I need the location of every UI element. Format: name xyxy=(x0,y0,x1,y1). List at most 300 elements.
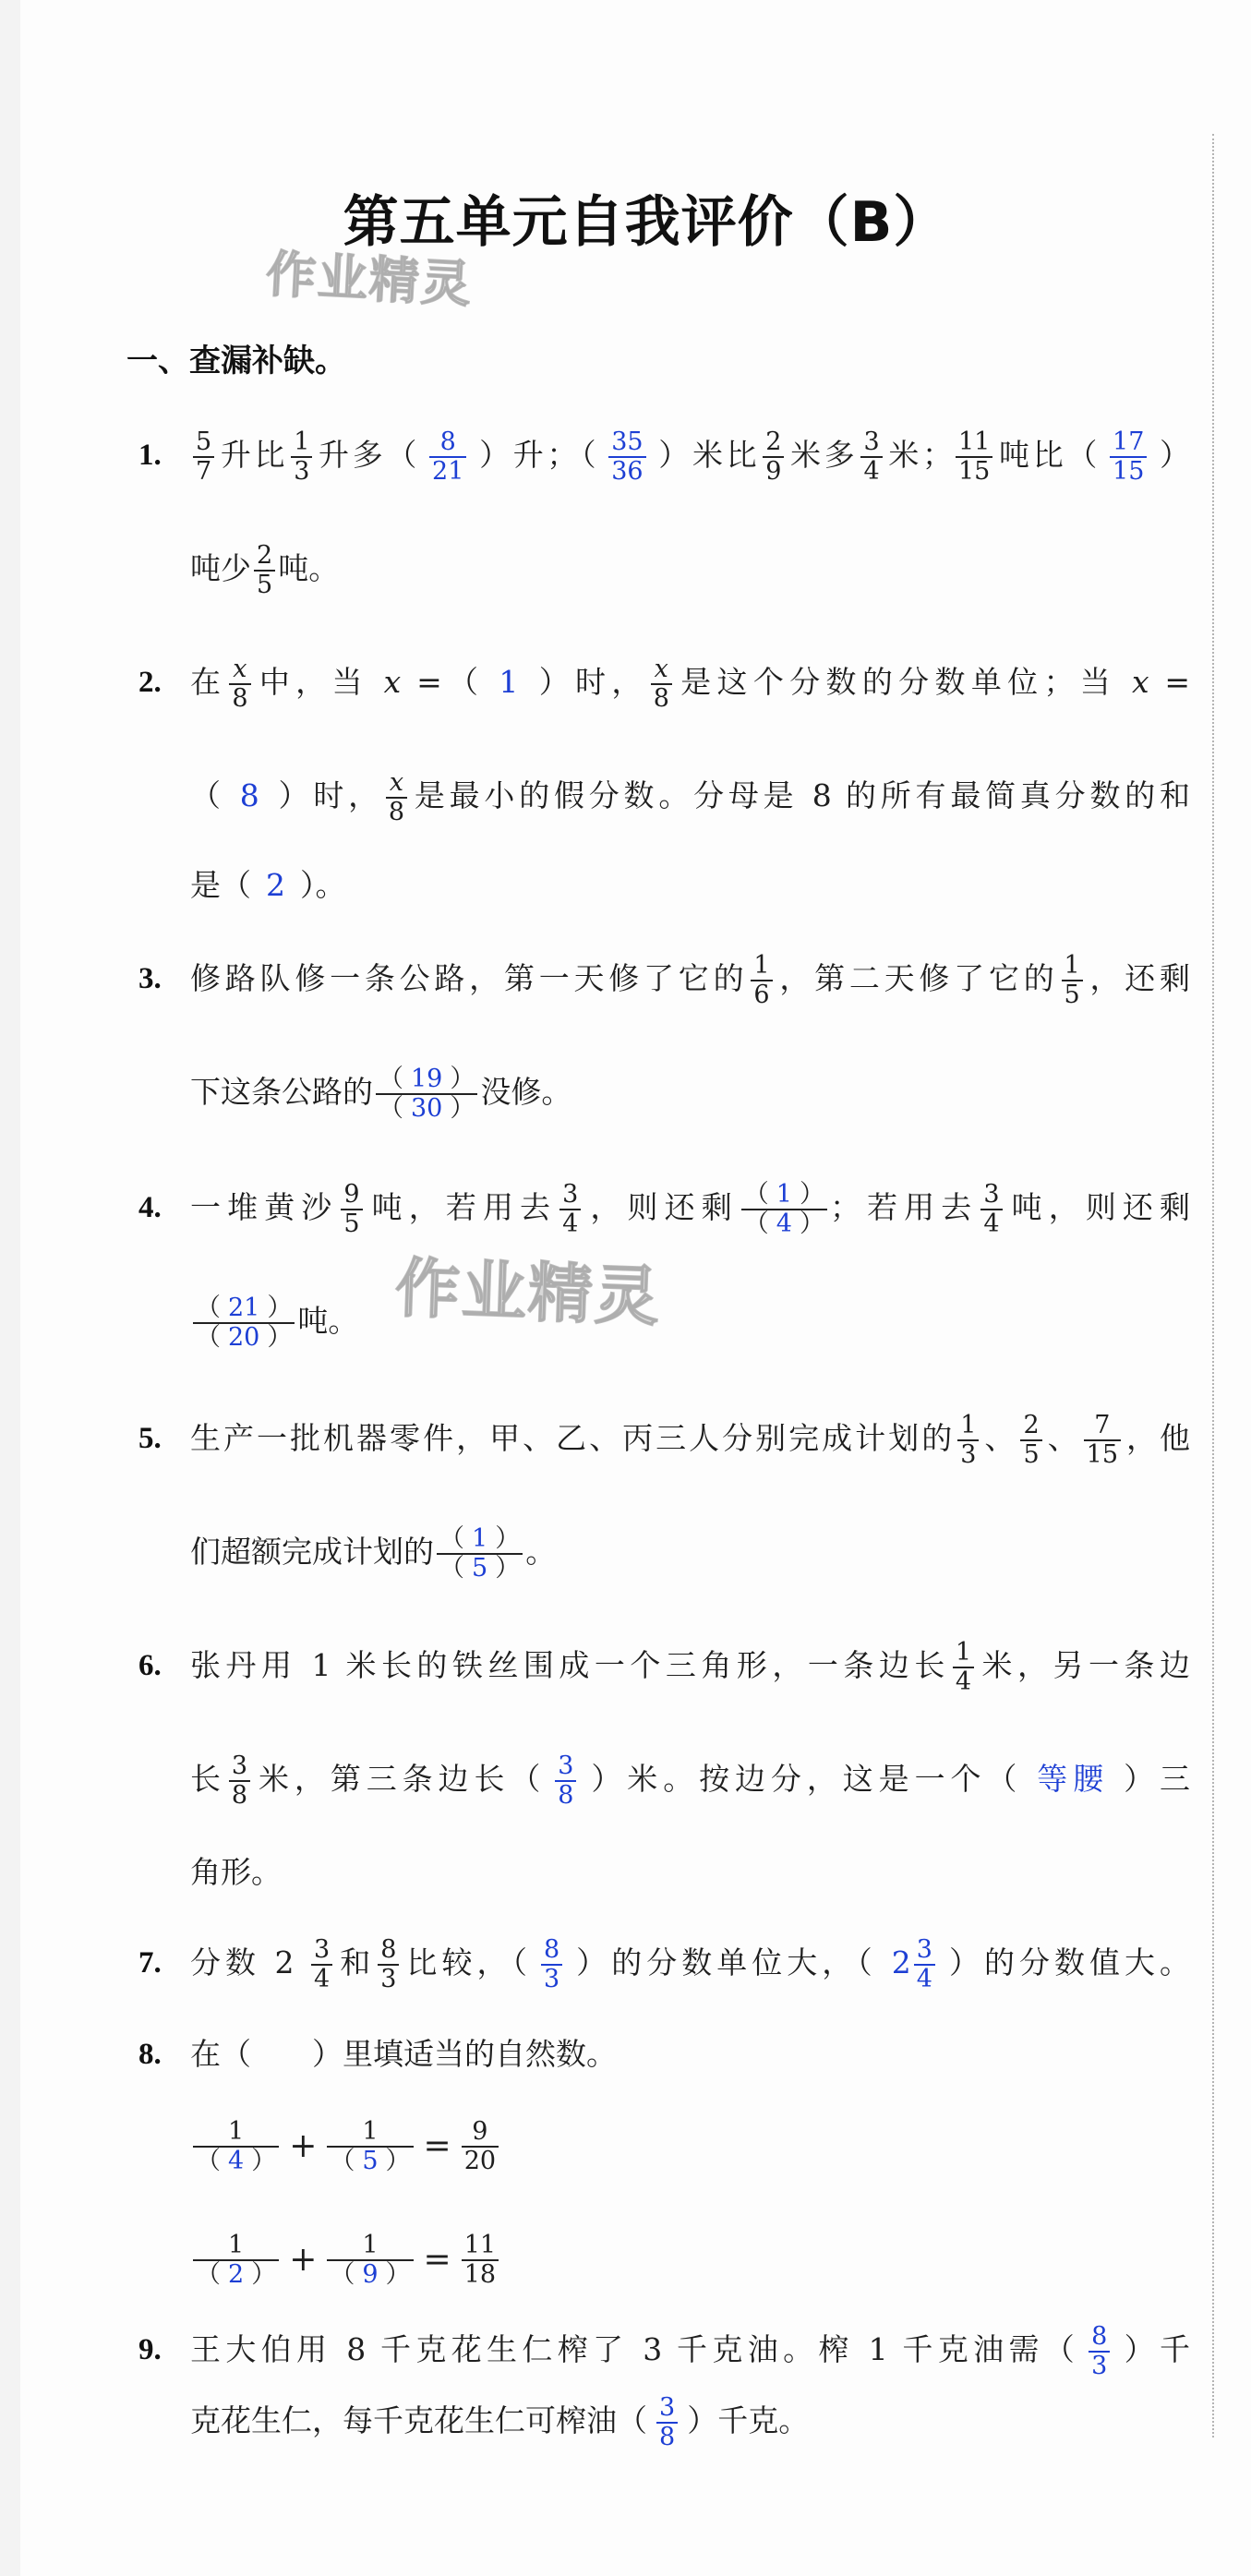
answer-text: 2 xyxy=(228,2260,245,2289)
numerator-text: 7 xyxy=(1094,1411,1111,1439)
answer-text: 3 xyxy=(558,1751,574,1780)
fraction-numerator xyxy=(359,2118,380,2146)
question-text: ，则还剩 xyxy=(583,1189,739,1225)
numerator-text: 1 xyxy=(960,1411,977,1439)
fraction-numerator xyxy=(957,1412,979,1439)
answer-fraction xyxy=(429,428,466,486)
watermark: 作业精灵 xyxy=(393,1249,663,1336)
question-number: 5. xyxy=(138,1422,162,1455)
denominator-text: ） xyxy=(495,1554,521,1583)
answer-text: 3 xyxy=(543,1965,560,1993)
denominator-text: （ xyxy=(330,2260,355,2289)
fraction-numerator xyxy=(438,428,459,456)
numerator-text: 9 xyxy=(472,2117,488,2146)
question-text: ）的分数单位大，（ xyxy=(571,1944,877,1980)
answer-text: 17 xyxy=(1113,427,1145,456)
fraction-numerator xyxy=(359,2232,380,2259)
numerator-text: 1 xyxy=(362,2117,379,2146)
answer-text: 3 xyxy=(659,2393,676,2422)
math-operator: + xyxy=(289,2127,318,2165)
question-text: 和 xyxy=(335,1944,376,1980)
answer-text: 15 xyxy=(1113,457,1145,486)
question-text: 是这个分数的分数单位；当 xyxy=(674,664,1132,700)
fraction-numerator xyxy=(652,656,671,683)
blank-fraction xyxy=(376,1065,477,1123)
numerator-text: 3 xyxy=(983,1180,1000,1209)
numerator-text: ） xyxy=(799,1180,824,1209)
question-text: 修路队修一条公路，第一天修了它的 xyxy=(190,960,749,996)
numerator-text: ） xyxy=(450,1065,475,1093)
numerator-text: （ xyxy=(196,1294,221,1322)
numerator-text: 2 xyxy=(765,427,782,456)
question-number: 9. xyxy=(138,2333,162,2366)
numerator-text: 1 xyxy=(228,2117,245,2146)
answer-fraction xyxy=(656,2394,678,2451)
answer-text: 9 xyxy=(362,2260,379,2289)
denominator-text: （ xyxy=(379,1094,403,1123)
answer-text: 8 xyxy=(239,777,259,813)
fraction-numerator xyxy=(559,1181,581,1209)
fraction-denominator xyxy=(541,1966,562,1993)
question-text: ）三 xyxy=(1124,1761,1191,1797)
denominator-text: （ xyxy=(330,2147,355,2175)
numerator-text: 2 xyxy=(1023,1411,1040,1439)
answer-text: 1 xyxy=(472,1524,488,1553)
question-text: 王大伯用 8 千克花生仁榨了 3 千克油。榨 1 千克油需（ xyxy=(190,2331,1080,2367)
fraction xyxy=(311,1936,332,1993)
denominator-text: 4 xyxy=(314,1965,331,1993)
fraction-numerator xyxy=(341,1181,362,1209)
variable-x: x xyxy=(383,664,402,700)
fraction xyxy=(229,1752,250,1810)
fraction-numerator xyxy=(956,428,992,456)
fraction-numerator xyxy=(193,428,214,456)
answer-text: 3 xyxy=(1091,2352,1108,2380)
fraction-denominator xyxy=(1020,1441,1041,1469)
question-number: 1. xyxy=(138,439,162,472)
blank-fraction xyxy=(193,1294,295,1352)
answer-text: 21 xyxy=(228,1294,260,1322)
answer-fraction xyxy=(1089,2323,1110,2380)
answer-fraction xyxy=(555,1752,576,1810)
question-text: 、 xyxy=(981,1420,1018,1456)
question-line xyxy=(190,1917,1190,2009)
denominator-text: 4 xyxy=(863,457,880,486)
denominator-text: 6 xyxy=(753,981,770,1009)
question-line xyxy=(190,409,1190,501)
numerator-text: 1 xyxy=(362,2231,379,2259)
fraction-numerator xyxy=(254,542,275,570)
fraction-numerator xyxy=(225,2232,247,2259)
fraction xyxy=(1020,1412,1041,1469)
numerator-text: 3 xyxy=(314,1935,331,1964)
question-text: 是（ xyxy=(190,867,251,903)
question-text: 中，当 xyxy=(253,664,384,700)
answer-text: 8 xyxy=(543,1935,560,1964)
denominator-text: 15 xyxy=(958,457,991,486)
answer-text: 30 xyxy=(411,1094,443,1123)
fraction-numerator xyxy=(193,1294,295,1322)
answer-text: 4 xyxy=(776,1210,792,1238)
denominator-text: ） xyxy=(267,1323,293,1352)
question-line xyxy=(190,1826,1190,1919)
fraction-numerator xyxy=(462,2232,499,2259)
blank-fraction xyxy=(193,2118,279,2175)
question-text: 米多 xyxy=(787,437,859,473)
fraction xyxy=(462,2232,499,2289)
question-text: ，第二天修了它的 xyxy=(775,960,1059,996)
denominator-text: 3 xyxy=(380,1965,397,1993)
question-text: ）升；（ xyxy=(475,437,600,473)
numerator-text: ） xyxy=(495,1524,521,1553)
question-line xyxy=(190,1506,1190,1598)
answer-text: 5 xyxy=(362,2147,379,2175)
fraction-denominator xyxy=(229,685,250,713)
question-text: = xyxy=(1149,664,1191,700)
question-text: 克花生仁，每千克花生仁可榨油（ xyxy=(190,2402,647,2438)
variable-x: x xyxy=(654,655,668,683)
question-text: ）。 xyxy=(300,867,346,903)
fraction-denominator xyxy=(651,685,672,713)
fraction xyxy=(341,1181,362,1238)
fraction-numerator xyxy=(860,428,882,456)
denominator-text: 15 xyxy=(1086,1440,1119,1469)
fraction-numerator xyxy=(953,1639,974,1667)
answer-text: 8 xyxy=(659,2423,676,2451)
blank-fraction xyxy=(327,2118,413,2175)
question-number: 4. xyxy=(138,1191,162,1224)
fraction-numerator xyxy=(376,1065,477,1093)
denominator-text: 8 xyxy=(388,798,405,826)
question-text: ，他 xyxy=(1124,1420,1191,1456)
denominator-text: （ xyxy=(439,1554,464,1583)
fraction xyxy=(980,1181,1002,1238)
numerator-text: 11 xyxy=(463,2231,497,2259)
fraction xyxy=(763,428,784,486)
fraction-numerator xyxy=(541,1936,562,1964)
answer-text: 4 xyxy=(916,1965,932,1993)
fraction-denominator xyxy=(429,458,466,486)
question-text: 在（ ）里填适当的自然数。 xyxy=(190,2036,617,2072)
numerator-text: 8 xyxy=(380,1935,397,1964)
denominator-text: （ xyxy=(196,1323,221,1352)
fraction-denominator xyxy=(914,1966,935,1993)
question-text: 。 xyxy=(525,1534,557,1570)
blank-fraction xyxy=(741,1181,827,1238)
denominator-text: 8 xyxy=(232,684,248,713)
numerator-text: 1 xyxy=(1064,951,1080,980)
fraction-denominator xyxy=(1062,981,1083,1009)
fraction-numerator xyxy=(1020,1412,1041,1439)
fraction xyxy=(957,1412,979,1469)
denominator-text: 4 xyxy=(983,1210,1000,1238)
question-text: ）千 xyxy=(1119,2331,1190,2367)
fraction-denominator xyxy=(763,458,784,486)
blank-fraction xyxy=(327,2232,413,2289)
fraction-denominator xyxy=(193,2261,279,2289)
fraction-denominator xyxy=(462,2261,499,2289)
question-text: 、 xyxy=(1044,1420,1081,1456)
question-line xyxy=(190,1162,1190,1254)
fraction-denominator xyxy=(229,1782,250,1810)
numerator-text: 5 xyxy=(196,427,212,456)
question-text: （ xyxy=(190,777,225,813)
fraction-numerator xyxy=(378,1936,399,1964)
question-text: 吨少 xyxy=(190,550,251,586)
question-text: 们超额完成计划的 xyxy=(190,1534,434,1570)
fraction-numerator xyxy=(980,1181,1002,1209)
question-text: ）米。按边分，这是一个（ xyxy=(585,1761,1023,1797)
question-text: 一堆黄沙 xyxy=(190,1189,339,1225)
fraction-denominator xyxy=(1084,1441,1121,1469)
margin-dotted-line xyxy=(1212,134,1214,2438)
question-line xyxy=(190,750,1190,842)
question-text: 吨，若用去 xyxy=(365,1189,558,1225)
fraction xyxy=(378,1936,399,1993)
fraction-denominator xyxy=(378,1966,399,1993)
numerator-text: 3 xyxy=(231,1751,248,1780)
denominator-text: 3 xyxy=(294,457,310,486)
denominator-text: ） xyxy=(799,1210,824,1238)
fraction-numerator xyxy=(437,1525,523,1553)
question-number: 8. xyxy=(138,2038,162,2071)
answer-text: 1 xyxy=(499,664,519,700)
numerator-text: 9 xyxy=(343,1180,360,1209)
question-line xyxy=(190,839,1190,932)
question-text: 没修。 xyxy=(480,1074,572,1110)
fraction xyxy=(953,1639,974,1696)
question-text: 在 xyxy=(190,664,227,700)
fraction xyxy=(1084,1412,1121,1469)
numerator-text: 1 xyxy=(753,951,770,980)
denominator-text: （ xyxy=(196,2260,221,2289)
fraction-denominator xyxy=(376,1095,477,1123)
answer-text: 3 xyxy=(916,1935,932,1964)
numerator-text: （ xyxy=(743,1180,769,1209)
numerator-text: 1 xyxy=(955,1638,972,1667)
question-text: 张丹用 1 米长的铁丝围成一个三角形，一条边长 xyxy=(190,1647,950,1683)
fraction xyxy=(193,428,214,486)
fraction xyxy=(462,2118,499,2175)
fraction-numerator xyxy=(311,1936,332,1964)
fraction-denominator xyxy=(341,1210,362,1238)
question-text: ，还剩 xyxy=(1085,960,1191,996)
denominator-text: ） xyxy=(251,2260,277,2289)
denominator-text: 4 xyxy=(562,1210,579,1238)
denominator-text: 5 xyxy=(343,1210,360,1238)
denominator-text: 7 xyxy=(196,457,212,486)
fraction xyxy=(229,656,250,713)
question-text: ；若用去 xyxy=(829,1189,979,1225)
numerator-text: 1 xyxy=(228,2231,245,2259)
answer-fraction xyxy=(608,428,645,486)
question-text: 是最小的假分数。分母是 8 的所有最简真分数的和 xyxy=(410,777,1190,813)
denominator-text: 18 xyxy=(463,2260,497,2289)
fraction xyxy=(1062,952,1083,1009)
question-text: 吨。 xyxy=(278,550,340,586)
fraction-denominator xyxy=(254,572,275,599)
question-text: ）时， xyxy=(533,664,648,700)
question-line xyxy=(190,636,1190,728)
fraction-numerator xyxy=(763,428,784,456)
denominator-text: ） xyxy=(251,2147,277,2175)
answer-text: 35 xyxy=(611,427,644,456)
variable-x: x xyxy=(389,768,404,797)
fraction xyxy=(291,428,312,486)
question-text: =（ xyxy=(401,664,485,700)
answer-text: 21 xyxy=(432,457,464,486)
denominator-text: ） xyxy=(385,2147,411,2175)
fraction-denominator xyxy=(291,458,312,486)
fraction-denominator xyxy=(741,1210,827,1238)
fraction-denominator xyxy=(957,1441,979,1469)
question-number: 2. xyxy=(138,666,162,699)
numerator-text: ） xyxy=(267,1294,293,1322)
answer-text: 8 xyxy=(1091,2322,1108,2351)
fraction-denominator xyxy=(555,1782,576,1810)
fraction-denominator xyxy=(656,2424,678,2451)
question-text: 吨比（ xyxy=(995,437,1101,473)
question-text: 角形。 xyxy=(190,1854,282,1890)
fraction-denominator xyxy=(311,1966,332,1993)
fraction-denominator xyxy=(559,1210,581,1238)
answer-text: 20 xyxy=(228,1323,260,1352)
question-line xyxy=(190,2375,1190,2467)
question-text: 升比 xyxy=(217,437,289,473)
numerator-text: 1 xyxy=(294,427,310,456)
math-operator: + xyxy=(289,2241,318,2279)
fraction-denominator xyxy=(608,458,645,486)
variable-x: x xyxy=(1131,664,1149,700)
section-heading: 一、查漏补缺。 xyxy=(126,343,346,379)
denominator-text: 4 xyxy=(955,1667,972,1696)
denominator-text: 5 xyxy=(257,571,273,599)
fraction-denominator xyxy=(193,458,214,486)
answer-fraction xyxy=(1110,428,1147,486)
fraction-denominator xyxy=(193,2148,279,2175)
fraction-numerator xyxy=(1089,2323,1110,2351)
question-text: 米； xyxy=(884,437,953,473)
fraction-numerator xyxy=(1062,952,1083,980)
question-line xyxy=(190,1619,1190,1712)
fraction-denominator xyxy=(437,1555,523,1583)
fraction-denominator xyxy=(751,981,772,1009)
answer-text: 4 xyxy=(228,2147,245,2175)
answer-text: 2 xyxy=(891,1944,911,1980)
fraction-numerator xyxy=(387,769,406,797)
fraction-numerator xyxy=(229,1752,250,1780)
denominator-text: 3 xyxy=(960,1440,977,1469)
blank-fraction xyxy=(437,1525,523,1583)
denominator-text: 8 xyxy=(231,1781,248,1810)
question-text: 吨，则还剩 xyxy=(1004,1189,1190,1225)
answer-text: 8 xyxy=(439,427,456,456)
question-number: 3. xyxy=(138,962,162,995)
numerator-text: （ xyxy=(439,1524,464,1553)
answer-text: 5 xyxy=(472,1554,488,1583)
fraction-denominator xyxy=(327,2148,413,2175)
fraction-denominator xyxy=(953,1668,974,1696)
variable-x: x xyxy=(233,655,247,683)
fraction xyxy=(860,428,882,486)
fraction-denominator xyxy=(462,2148,499,2175)
denominator-text: ） xyxy=(385,2260,411,2289)
answer-text: 19 xyxy=(411,1065,443,1093)
fraction-numerator xyxy=(555,1752,576,1780)
answer-text: 36 xyxy=(611,457,644,486)
question-text: 长 xyxy=(190,1761,226,1797)
question-line xyxy=(190,933,1190,1025)
question-number: 7. xyxy=(138,1946,162,1980)
fraction-numerator xyxy=(1091,1412,1113,1439)
fraction xyxy=(386,769,407,826)
fraction-denominator xyxy=(1110,458,1147,486)
answer-text: 等腰 xyxy=(1037,1761,1110,1797)
denominator-text: 5 xyxy=(1064,981,1080,1009)
fraction-denominator xyxy=(193,1324,295,1352)
numerator-text: 11 xyxy=(958,427,991,456)
fraction xyxy=(956,428,992,486)
fraction-numerator xyxy=(656,2394,678,2422)
question-text: 生产一批机器零件，甲、乙、丙三人分别完成计划的 xyxy=(190,1420,956,1456)
question-text: ）的分数值大。 xyxy=(944,1944,1191,1980)
question-text: 下这条公路的 xyxy=(190,1074,373,1110)
answer-text: 1 xyxy=(776,1180,792,1209)
fraction-denominator xyxy=(386,799,407,826)
denominator-text: ） xyxy=(450,1094,475,1123)
numerator-text: 3 xyxy=(562,1180,579,1209)
denominator-text: 8 xyxy=(653,684,669,713)
fraction-numerator xyxy=(1110,428,1147,456)
question-line xyxy=(190,1046,1190,1138)
question-line xyxy=(190,523,1190,615)
question-text: ） xyxy=(1156,437,1191,473)
fraction-numerator xyxy=(225,2118,247,2146)
answer-fraction xyxy=(914,1936,935,1993)
question-line xyxy=(190,2212,1190,2305)
fraction-numerator xyxy=(469,2118,490,2146)
math-operator: = xyxy=(423,2127,451,2165)
numerator-text: 2 xyxy=(257,541,273,570)
fraction xyxy=(254,542,275,599)
fraction-numerator xyxy=(741,1181,827,1209)
fraction-denominator xyxy=(980,1210,1002,1238)
fraction-numerator xyxy=(230,656,249,683)
answer-text: 2 xyxy=(266,867,285,903)
fraction xyxy=(751,952,772,1009)
question-text: 升多（ xyxy=(315,437,421,473)
question-text: 米，第三条边长（ xyxy=(253,1761,547,1797)
watermark: 作业精灵 xyxy=(264,245,475,314)
page-title: 第五单元自我评价（B） xyxy=(343,190,950,255)
fraction-numerator xyxy=(608,428,645,456)
question-line xyxy=(190,1733,1190,1825)
fraction xyxy=(651,656,672,713)
denominator-text: 20 xyxy=(463,2147,497,2175)
fraction-numerator xyxy=(291,428,312,456)
numerator-text: （ xyxy=(379,1065,403,1093)
question-line xyxy=(190,1392,1190,1485)
question-text: 吨。 xyxy=(297,1303,359,1339)
question-text: 分数 2 xyxy=(190,1944,309,1980)
blank-fraction xyxy=(193,2232,279,2289)
denominator-text: 9 xyxy=(765,457,782,486)
denominator-text: （ xyxy=(743,1210,769,1238)
answer-fraction xyxy=(541,1936,562,1993)
question-text: ）米比 xyxy=(655,437,761,473)
question-text: 比较，（ xyxy=(402,1944,532,1980)
fraction-denominator xyxy=(327,2261,413,2289)
